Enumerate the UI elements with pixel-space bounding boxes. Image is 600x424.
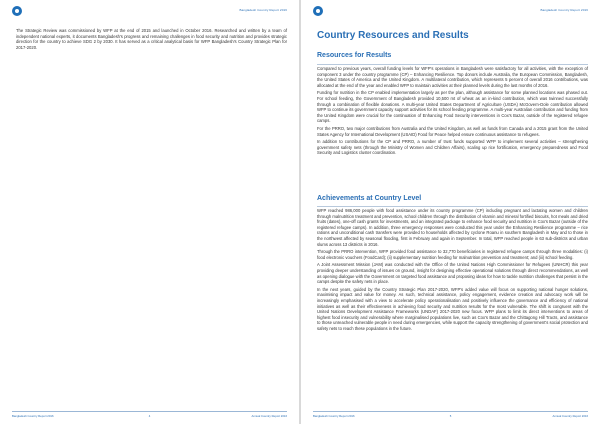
left-page-number: 4 xyxy=(148,414,151,418)
left-page-header xyxy=(12,6,287,18)
left-intro-block xyxy=(16,28,287,52)
right-page-number: 5 xyxy=(449,414,452,418)
wfp-logo-icon xyxy=(313,6,323,16)
wfp-logo-icon xyxy=(12,6,22,16)
right-page-header xyxy=(313,6,588,18)
left-footer-right: Annual Country Report 2016 xyxy=(251,414,287,418)
left-footer-left: Bangladesh Country Report 2016 xyxy=(12,414,54,418)
resources-paragraph: Funding for nutrition in the CP enabled implementation largely as per the plan, although assistance for some planned locations was phased out. For school feeding, the Government of Bangladesh provided 10,500 mt of wheat as an in-kind contribution, which was twinned successfully through a combination of flexible donations. A multi-year United States Department of Agriculture (USDA) McGovern-Dole contribution allowed WFP to continue its government capacity support activities for its school feeding programme. A multi-year Australian contribution and funding from the United Kingdom were crucial for the continuation of Enhancing Food Security interventions in Cox's Bazar, outside of the registered refugee camps. xyxy=(317,90,588,124)
left-header-text: Bangladesh Country Report 2016 xyxy=(239,8,287,12)
resources-paragraph: In addition to contributions for the CP and PRRO, a number of trust funds supported WFP to implement several activities – strengthening government safety nets (through the Ministry of Women and Children Affairs), scaling up rice fortification, emergency preparedness and Food Security and Logistics cluster coordination. xyxy=(317,139,588,156)
resources-paragraph: For the PRRO, two major contributions from Australia and the United Kingdom, as well as funds from Canada and a 2015 grant from the United States Agency for International Development (USAID) Food for Peace helped ensure continuous assistance to refugees. xyxy=(317,125,588,137)
section-divider xyxy=(317,206,588,207)
right-page xyxy=(301,0,600,424)
resources-paragraph: Compared to previous years, overall funding levels for WFP's operations in Bangladesh were satisfactory for all activities, with the exception of component 3 under the country programme (CP) – Enhancing Resilience. Top donors include Australia, the European Commission, Bangladesh, the United States of America and the United Kingdom. A multilateral contribution, which represents 5 percent of overall 2016 contributions, was allocated at the end of the year and enabled WFP to maintain activities at their planned levels during the last months of 2016. xyxy=(317,66,588,88)
right-footer xyxy=(313,411,588,418)
achievements-paragraph: A Joint Assessment Mission (JAM) was conducted with the Office of the United Nations High Commissioner for Refugees (UNHCR) this year providing deeper understanding of issues on ground, insight for designing effective operational solutions through direct recommendations, as well as opening dialogue with the Government on targeted food assistance and proposing ideas for how to tackle nutrition challenges that persist in the camps despite the safety nets in place. xyxy=(317,262,588,285)
right-footer-right: Annual Country Report 2016 xyxy=(552,414,588,418)
section-title-achievements: Achievements at Country Level xyxy=(317,195,422,202)
achievements-paragraph: In the next years, guided by the Country Strategic Plan 2017-2020, WFP's added value will focus on supporting national hunger solutions, maximising impact and value for money. As such, technical assistance, policy engagement, evidence creation and advocacy work will be increasingly emphasised with a view to accelerate policy operationalisation and positively influence the governance and efficiency of national initiatives as well as their effectiveness in achieving food security and nutrition results for the most vulnerable. The shift is congruent with the United Nations Development Assistance Frameworks (UNDAF) 2017-2020 new focus. WFP plans to limit its direct interventions to areas of highest food insecurity and vulnerability where marginalised populations live, such as Cox's Bazar and the Chittagong Hill Tracts, and assistance to those unreached vulnerable people in need during emergencies, while support the capacity strengthening of government's social protection and safety nets to reach these populations in the future. xyxy=(317,286,588,331)
left-footer xyxy=(12,411,287,418)
achievements-section xyxy=(317,208,588,333)
intro-paragraph: The Strategic Review was commissioned by WFP at the end of 2015 and launched in October 2016. Researched and written by a team of independent national experts, it documents Bangladesh's progress and remaining challenges in food security and nutrition and provides strategic direction for the country to achieve SDG 2 by 2030. It has served as a critical analytical basis for WFP Bangladesh's Country Strategic Plan for 2017-2020. xyxy=(16,28,287,50)
left-page xyxy=(0,0,299,424)
page-title: Country Resources and Results xyxy=(317,30,469,41)
achievements-paragraph: Through the PRRO intervention, WFP provided food assistance to 32,770 beneficiaries in registered refugee camps through three modalities: (i) food electronic vouchers (FoodCard); (ii) supplementary nutrition feeding for malnutrition prevention and treatment; and (iii) school feeding. xyxy=(317,249,588,260)
section-title-resources: Resources for Results xyxy=(317,52,392,59)
achievements-paragraph: WFP reached 986,000 people with food assistance under its country programme (CP) including pregnant and lactating women and children through malnutrition treatment and prevention, school children through the distribution of vitamin and mineral fortified biscuits, hot meals and dried fruits (dates), one-off cash grants for investments, and an integrated package to enhance food security and nutrition in Cox's Bazar (outside of the registered refugee camps). In addition, three emergency responses were conducted this year under the Enhancing Resilience programme – rice rations and unconditional cash transfers were provided to households affected by cyclone Roanu in southern Bangladesh in May and to those in the northwest affected by seasonal flooding, first in February and again in September. In total, WFP reached people in 63 sub-districts and urban slums across 13 districts in 2016. xyxy=(317,208,588,247)
right-footer-left: Bangladesh Country Report 2016 xyxy=(313,414,355,418)
resources-section xyxy=(317,66,588,158)
right-header-text: Bangladesh Country Report 2016 xyxy=(540,8,588,12)
section-divider xyxy=(317,64,588,65)
